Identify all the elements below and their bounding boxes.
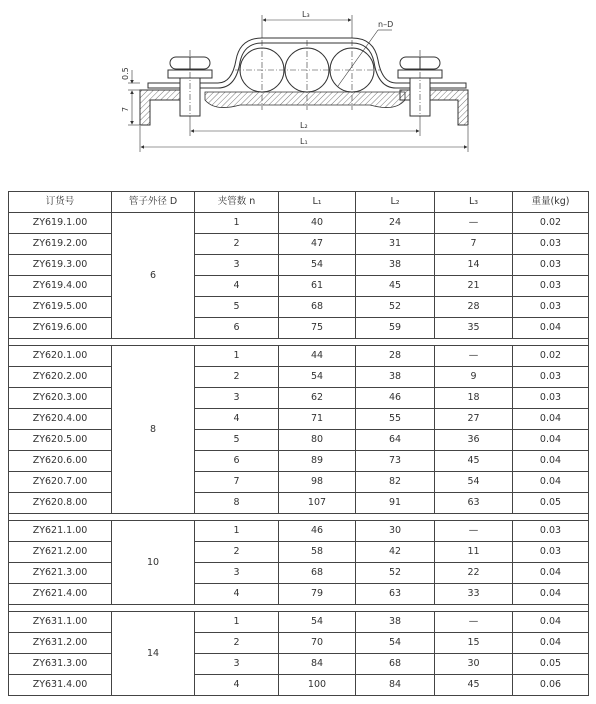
l2-cell: 68 [356,654,435,675]
column-header: 重量(kg) [513,192,589,213]
table-row [9,451,589,472]
l3-cell: 11 [435,542,513,563]
l1-cell: 58 [279,542,356,563]
pipe-diameter-cell: 14 [112,612,195,696]
table-row [9,409,589,430]
table-row [9,584,589,605]
l2-cell: 38 [356,612,435,633]
l2-cell: 73 [356,451,435,472]
weight-cell: 0.04 [513,430,589,451]
order-number-cell: ZY631.4.00 [9,675,112,696]
weight-cell: 0.04 [513,451,589,472]
group-separator [9,514,589,521]
l1-cell: 68 [279,563,356,584]
dim-0-5-label: 0.5 [121,67,130,80]
count-cell: 3 [195,388,279,409]
weight-cell: 0.04 [513,409,589,430]
table-row [9,213,589,234]
count-cell: 4 [195,276,279,297]
l2-cell: 46 [356,388,435,409]
l3-cell: — [435,346,513,367]
order-number-cell: ZY621.3.00 [9,563,112,584]
count-cell: 2 [195,542,279,563]
l1-cell: 71 [279,409,356,430]
table-row [9,472,589,493]
l2-cell: 52 [356,563,435,584]
order-number-cell: ZY631.1.00 [9,612,112,633]
l2-cell: 28 [356,346,435,367]
count-cell: 3 [195,563,279,584]
order-number-cell: ZY619.3.00 [9,255,112,276]
count-cell: 4 [195,675,279,696]
l3-cell: 14 [435,255,513,276]
l3-cell: 45 [435,675,513,696]
count-cell: 1 [195,521,279,542]
l3-cell: 35 [435,318,513,339]
l1-cell: 54 [279,612,356,633]
l3-cell: 45 [435,451,513,472]
order-number-cell: ZY621.2.00 [9,542,112,563]
l3-cell: 36 [435,430,513,451]
l3-cell: 28 [435,297,513,318]
weight-cell: 0.03 [513,521,589,542]
l1-cell: 70 [279,633,356,654]
l2-cell: 31 [356,234,435,255]
l1-cell: 68 [279,297,356,318]
pipe-diameter-cell: 6 [112,213,195,339]
pipe-diameter-cell: 10 [112,521,195,605]
l1-cell: 84 [279,654,356,675]
order-number-cell: ZY621.1.00 [9,521,112,542]
count-cell: 2 [195,367,279,388]
table-row [9,612,589,633]
l2-cell: 52 [356,297,435,318]
order-number-cell: ZY621.4.00 [9,584,112,605]
l3-cell: 33 [435,584,513,605]
table-row [9,276,589,297]
order-number-cell: ZY620.6.00 [9,451,112,472]
l2-cell: 84 [356,675,435,696]
table-row [9,297,589,318]
weight-cell: 0.05 [513,493,589,514]
l1-cell: 98 [279,472,356,493]
count-cell: 2 [195,633,279,654]
order-number-cell: ZY620.7.00 [9,472,112,493]
table-header-row [9,192,589,213]
count-cell: 6 [195,318,279,339]
table-row [9,563,589,584]
table-row [9,654,589,675]
l1-cell: 75 [279,318,356,339]
weight-cell: 0.04 [513,584,589,605]
count-cell: 5 [195,297,279,318]
order-number-cell: ZY620.5.00 [9,430,112,451]
table-row [9,542,589,563]
order-number-cell: ZY619.5.00 [9,297,112,318]
weight-cell: 0.03 [513,255,589,276]
count-cell: 8 [195,493,279,514]
weight-cell: 0.04 [513,318,589,339]
l3-cell: 27 [435,409,513,430]
order-number-cell: ZY619.2.00 [9,234,112,255]
order-number-cell: ZY620.4.00 [9,409,112,430]
l3-cell: 21 [435,276,513,297]
l1-cell: 62 [279,388,356,409]
table-row [9,234,589,255]
l2-cell: 59 [356,318,435,339]
spec-table [8,191,589,696]
group-separator [9,605,589,612]
count-cell: 2 [195,234,279,255]
l3-cell: 63 [435,493,513,514]
weight-cell: 0.06 [513,675,589,696]
dim-7-label: 7 [121,106,130,112]
l1-cell: 54 [279,255,356,276]
l3-cell: 9 [435,367,513,388]
weight-cell: 0.03 [513,297,589,318]
weight-cell: 0.03 [513,234,589,255]
l3-cell: 15 [435,633,513,654]
count-cell: 3 [195,255,279,276]
weight-cell: 0.03 [513,276,589,297]
weight-cell: 0.03 [513,367,589,388]
count-cell: 6 [195,451,279,472]
l2-cell: 38 [356,367,435,388]
l2-cell: 82 [356,472,435,493]
l1-cell: 46 [279,521,356,542]
l3-cell: 18 [435,388,513,409]
table-row [9,675,589,696]
order-number-cell: ZY620.3.00 [9,388,112,409]
column-header: 管子外径 D [112,192,195,213]
order-number-cell: ZY631.2.00 [9,633,112,654]
column-header: 订货号 [9,192,112,213]
weight-cell: 0.02 [513,213,589,234]
l3-cell: 7 [435,234,513,255]
l2-cell: 42 [356,542,435,563]
l1-cell: 40 [279,213,356,234]
l2-cell: 91 [356,493,435,514]
l2-cell: 24 [356,213,435,234]
l2-cell: 45 [356,276,435,297]
l2-cell: 64 [356,430,435,451]
l1-cell: 44 [279,346,356,367]
count-cell: 7 [195,472,279,493]
weight-cell: 0.05 [513,654,589,675]
l1-cell: 107 [279,493,356,514]
order-number-cell: ZY631.3.00 [9,654,112,675]
group-separator [9,339,589,346]
table-row [9,388,589,409]
l2-cell: 63 [356,584,435,605]
l3-cell: 30 [435,654,513,675]
table-row [9,430,589,451]
l2-cell: 54 [356,633,435,654]
weight-cell: 0.03 [513,388,589,409]
order-number-cell: ZY620.8.00 [9,493,112,514]
clamp-lower-holder [205,92,405,108]
l3-cell: — [435,213,513,234]
column-header: L₃ [435,192,513,213]
weight-cell: 0.02 [513,346,589,367]
order-number-cell: ZY619.1.00 [9,213,112,234]
column-header: L₁ [279,192,356,213]
count-cell: 1 [195,213,279,234]
l1-cell: 47 [279,234,356,255]
count-cell: 4 [195,409,279,430]
order-number-cell: ZY619.6.00 [9,318,112,339]
l3-cell: — [435,521,513,542]
count-cell: 3 [195,654,279,675]
l1-cell: 100 [279,675,356,696]
l2-cell: 30 [356,521,435,542]
l2-cell: 55 [356,409,435,430]
l1-cell: 80 [279,430,356,451]
l3-cell: 54 [435,472,513,493]
l3-cell: — [435,612,513,633]
count-cell: 1 [195,612,279,633]
pipe-diameter-cell: 8 [112,346,195,514]
clamp-technical-drawing [0,0,596,180]
l1-cell: 79 [279,584,356,605]
table-row [9,367,589,388]
count-cell: 1 [195,346,279,367]
weight-cell: 0.03 [513,542,589,563]
column-header: 夹管数 n [195,192,279,213]
weight-cell: 0.04 [513,472,589,493]
l2-cell: 38 [356,255,435,276]
table-row [9,346,589,367]
table-row [9,255,589,276]
count-cell: 4 [195,584,279,605]
table-row [9,521,589,542]
count-cell: 5 [195,430,279,451]
l3-cell: 22 [435,563,513,584]
order-number-cell: ZY620.2.00 [9,367,112,388]
dim-l1-label: L₁ [300,137,308,146]
l1-cell: 61 [279,276,356,297]
dim-n-d-label: n–D [378,20,394,29]
weight-cell: 0.04 [513,633,589,654]
l1-cell: 54 [279,367,356,388]
dim-l2-label: L₂ [300,121,308,130]
order-number-cell: ZY620.1.00 [9,346,112,367]
table-row [9,633,589,654]
table-row [9,493,589,514]
weight-cell: 0.04 [513,612,589,633]
weight-cell: 0.04 [513,563,589,584]
dim-l3-label: L₃ [302,10,310,19]
l1-cell: 89 [279,451,356,472]
table-row [9,318,589,339]
order-number-cell: ZY619.4.00 [9,276,112,297]
column-header: L₂ [356,192,435,213]
